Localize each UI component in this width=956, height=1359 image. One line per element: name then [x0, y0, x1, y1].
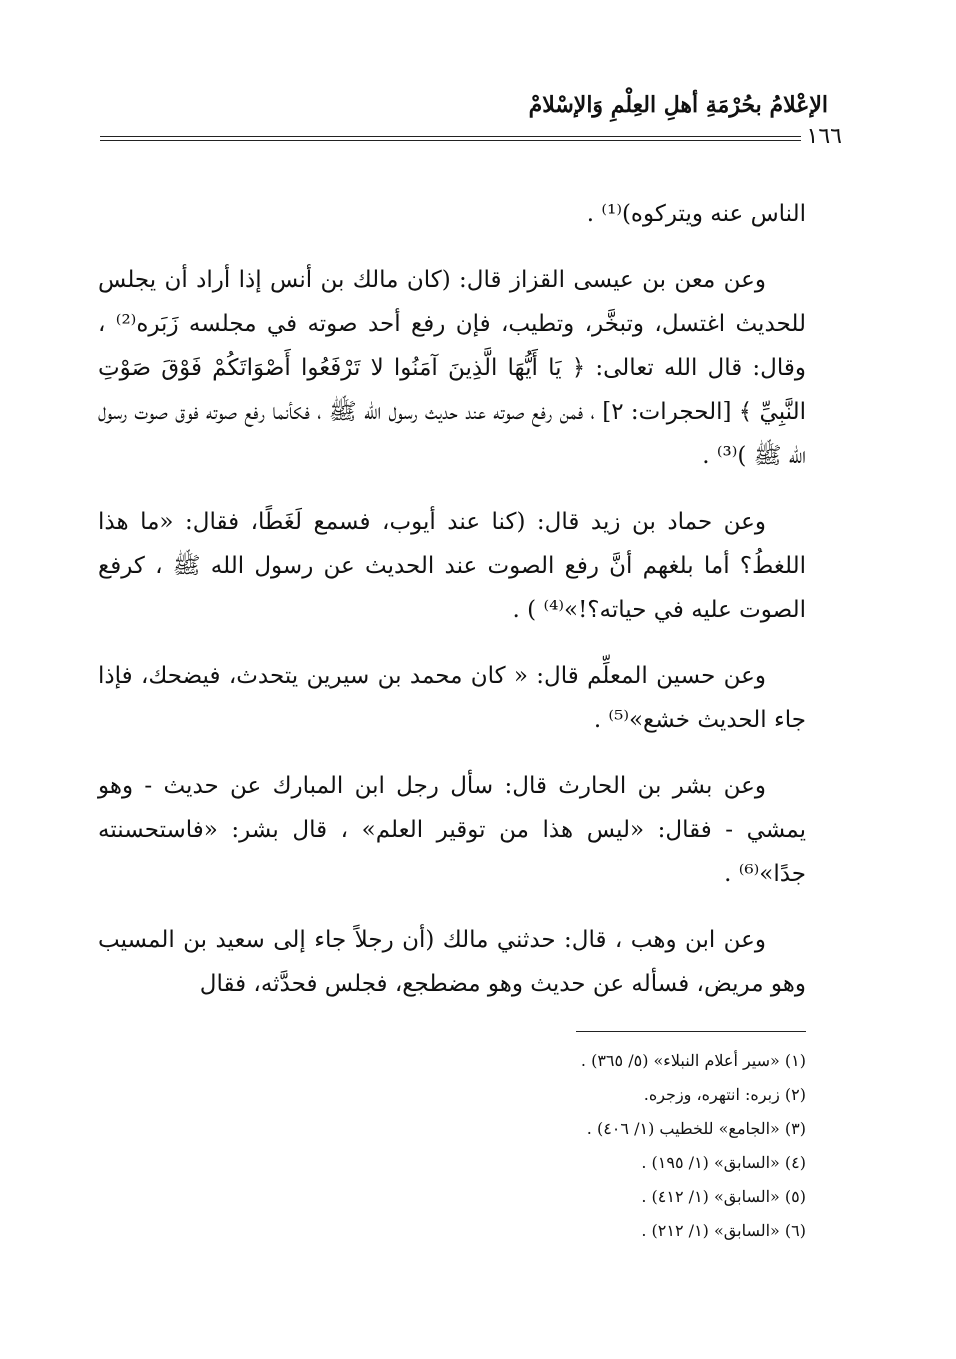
paragraph: وعن معن بن عيسى القزاز قال: (كان مالك بن أنس إذا أراد أن يجلس للحديث اغتسل، وتبخَّر، وتطيب، فإن رفع أحد صوته في مجلسه زَبَره⁽²⁾ ، وقال: قال الله تعالى: ﴿ يَا أَيُّهَا الَّذِينَ آمَنُوا لا تَرْفَعُوا أَصْوَاتَكُمْ فَوْقَ صَوْتِ النَّبِيِّ ﴾ [الحجرات: ٢] ، فمن رفع صوته عند حديث رسول الله ﷺ ، فكأنما رفع صوته فوق صوت رسول الله ﷺ )⁽³⁾ .	[98, 267, 807, 469]
paragraph: وعن حسين المعلِّم قال: « كان محمد بن سيرين يتحدث، فيضحك، فإذا جاء الحديث خشع»⁽⁵⁾ .	[98, 663, 806, 733]
paragraph: وعن بشر بن الحارث قال: سأل رجل ابن المبارك عن حديث - وهو يمشي - فقال: «ليس هذا من توقير العلم» ، قال بشر: «فاستحسنته جدًا»⁽⁶⁾ .	[98, 773, 806, 887]
footnote: (٤) «السابق» (١/ ١٩٥) .	[641, 1153, 806, 1172]
footnote: (١) «سير أعلام النبلاء» (٥/ ٣٦٥) .	[580, 1051, 806, 1070]
footnote: (٣) «الجامع» للخطيب (١/ ٤٠٦) .	[586, 1119, 806, 1138]
footnotes	[380, 1044, 806, 1248]
footnote: (٥) «السابق» (١/ ٤١٢) .	[641, 1187, 806, 1206]
paragraph: وعن ابن وهب ، قال: حدثني مالك (أن رجلاً جاء إلى سعيد بن المسيب وهو مريض، فسأله عن حديث وهو مضطجع، فجلس فحدَّثه، فقال	[98, 927, 806, 997]
paragraph: وعن حماد بن زيد قال: (كنا عند أيوب، فسمع لَغَطًا، فقال: «ما هذا اللغطُ؟ أما بلغهم أنَّ رفع الصوت عند الحديث عن رسول الله ﷺ ، كرفع الصوت عليه في حياته؟!»⁽⁴⁾ ) .	[98, 509, 806, 623]
footnote: (٦) «السابق» (١/ ٢١٢) .	[641, 1221, 806, 1240]
footnote-separator	[576, 1031, 806, 1032]
page-number: ١٦٦	[801, 124, 848, 149]
main-text	[98, 192, 806, 1028]
paragraph: الناس عنه ويتركوه)⁽¹⁾ .	[586, 201, 806, 227]
header-rule	[100, 136, 806, 141]
footnote: (٢) زبره: انتهره، وزجره.	[643, 1085, 806, 1104]
book-title: الإعْلامُ بحُرْمَةِ أهلِ العِلْمِ وَالإسْلامْ	[528, 92, 828, 118]
